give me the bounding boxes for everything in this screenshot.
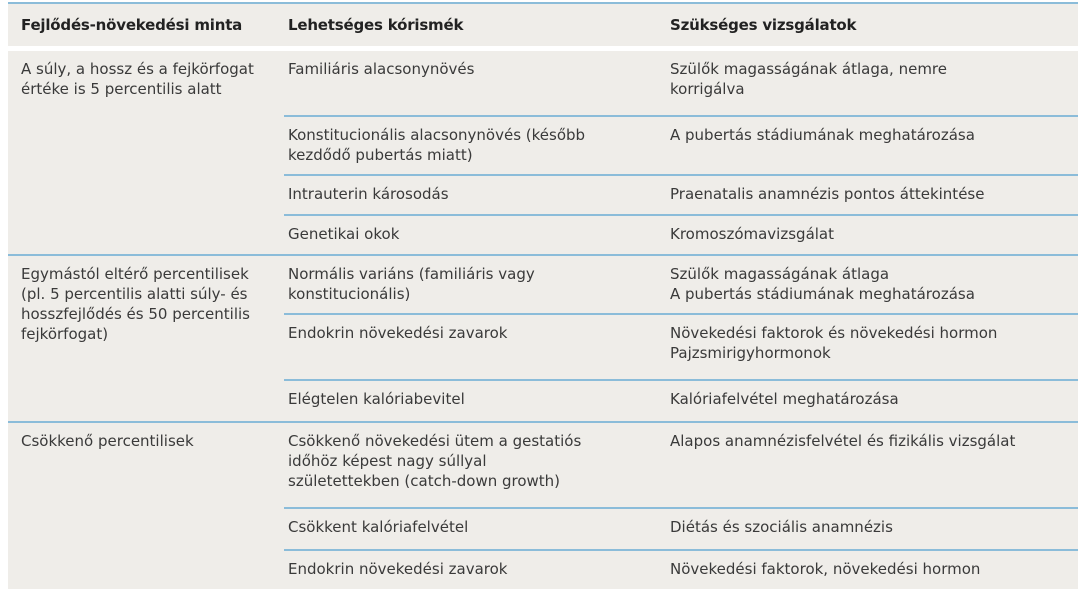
growth-pattern-table bbox=[8, 2, 1078, 589]
tests-cell: A pubertás stádiumának meghatározása bbox=[670, 126, 975, 144]
table-group bbox=[8, 256, 1078, 423]
diagnosis-cell: Konstitucionális alacsonynövés (később kezdődő pubertás miatt) bbox=[288, 126, 586, 164]
table-group bbox=[8, 51, 1078, 256]
table-row bbox=[284, 551, 1078, 589]
diagnosis-cell: Familiáris alacsonynövés bbox=[288, 60, 475, 78]
diagnosis-cell: Genetikai okok bbox=[288, 225, 400, 243]
tests-cell: Alapos anamnézisfelvétel és fizikális vizsgálat bbox=[670, 432, 1016, 450]
table-row bbox=[284, 381, 1078, 421]
pattern-cell: A súly, a hossz és a fejkörfogat értéke is 5 percentilis alatt bbox=[21, 60, 254, 98]
table-group bbox=[8, 423, 1078, 589]
table-row bbox=[284, 117, 1078, 176]
diagnosis-cell: Intrauterin károsodás bbox=[288, 185, 449, 203]
header-diagnosis: Lehetséges kórismék bbox=[288, 16, 464, 34]
tests-cell: Diétás és szociális anamnézis bbox=[670, 518, 893, 536]
diagnosis-cell: Elégtelen kalóriabevitel bbox=[288, 390, 465, 408]
tests-cell bbox=[670, 315, 1078, 379]
test-line: Pajzsmirigyhormonok bbox=[670, 344, 831, 362]
table-row bbox=[284, 176, 1078, 216]
tests-cell: Kalóriafelvétel meghatározása bbox=[670, 390, 899, 408]
table-row bbox=[284, 216, 1078, 254]
diagnosis-cell: Endokrin növekedési zavarok bbox=[288, 560, 508, 578]
header-tests: Szükséges vizsgálatok bbox=[670, 16, 857, 34]
diagnosis-cell: Normális variáns (familiáris vagy konstitucionális) bbox=[288, 265, 535, 303]
table-row bbox=[284, 51, 1078, 117]
diagnosis-cell: Csökkenő növekedési ütem a gestatiós időhöz képest nagy súllyal születettekben (catch-down growth) bbox=[288, 432, 582, 490]
table-row bbox=[284, 423, 1078, 509]
pattern-cell: Csökkenő percentilisek bbox=[21, 432, 194, 450]
test-line: A pubertás stádiumának meghatározása bbox=[670, 285, 975, 303]
test-line: Szülők magasságának átlaga bbox=[670, 265, 890, 283]
diagnosis-cell: Endokrin növekedési zavarok bbox=[288, 324, 508, 342]
pattern-cell: Egymástól eltérő percentilisek (pl. 5 percentilis alatti súly- és hosszfejlődés és 50 percentilis fejkörfogat) bbox=[21, 265, 250, 343]
tests-cell: Szülők magasságának átlaga, nemre korrigálva bbox=[670, 60, 948, 98]
table-row bbox=[284, 256, 1078, 315]
diagnosis-cell: Csökkent kalóriafelvétel bbox=[288, 518, 469, 536]
tests-cell: Növekedési faktorok, növekedési hormon bbox=[670, 560, 981, 578]
table-row bbox=[284, 315, 1078, 381]
table-row bbox=[284, 509, 1078, 551]
test-line: Növekedési faktorok és növekedési hormon bbox=[670, 324, 998, 342]
tests-cell: Kromoszómavizsgálat bbox=[670, 225, 834, 243]
table-header bbox=[8, 2, 1078, 46]
tests-cell: Praenatalis anamnézis pontos áttekintése bbox=[670, 185, 985, 203]
tests-cell bbox=[670, 256, 1078, 313]
header-pattern: Fejlődés-növekedési minta bbox=[21, 16, 243, 34]
